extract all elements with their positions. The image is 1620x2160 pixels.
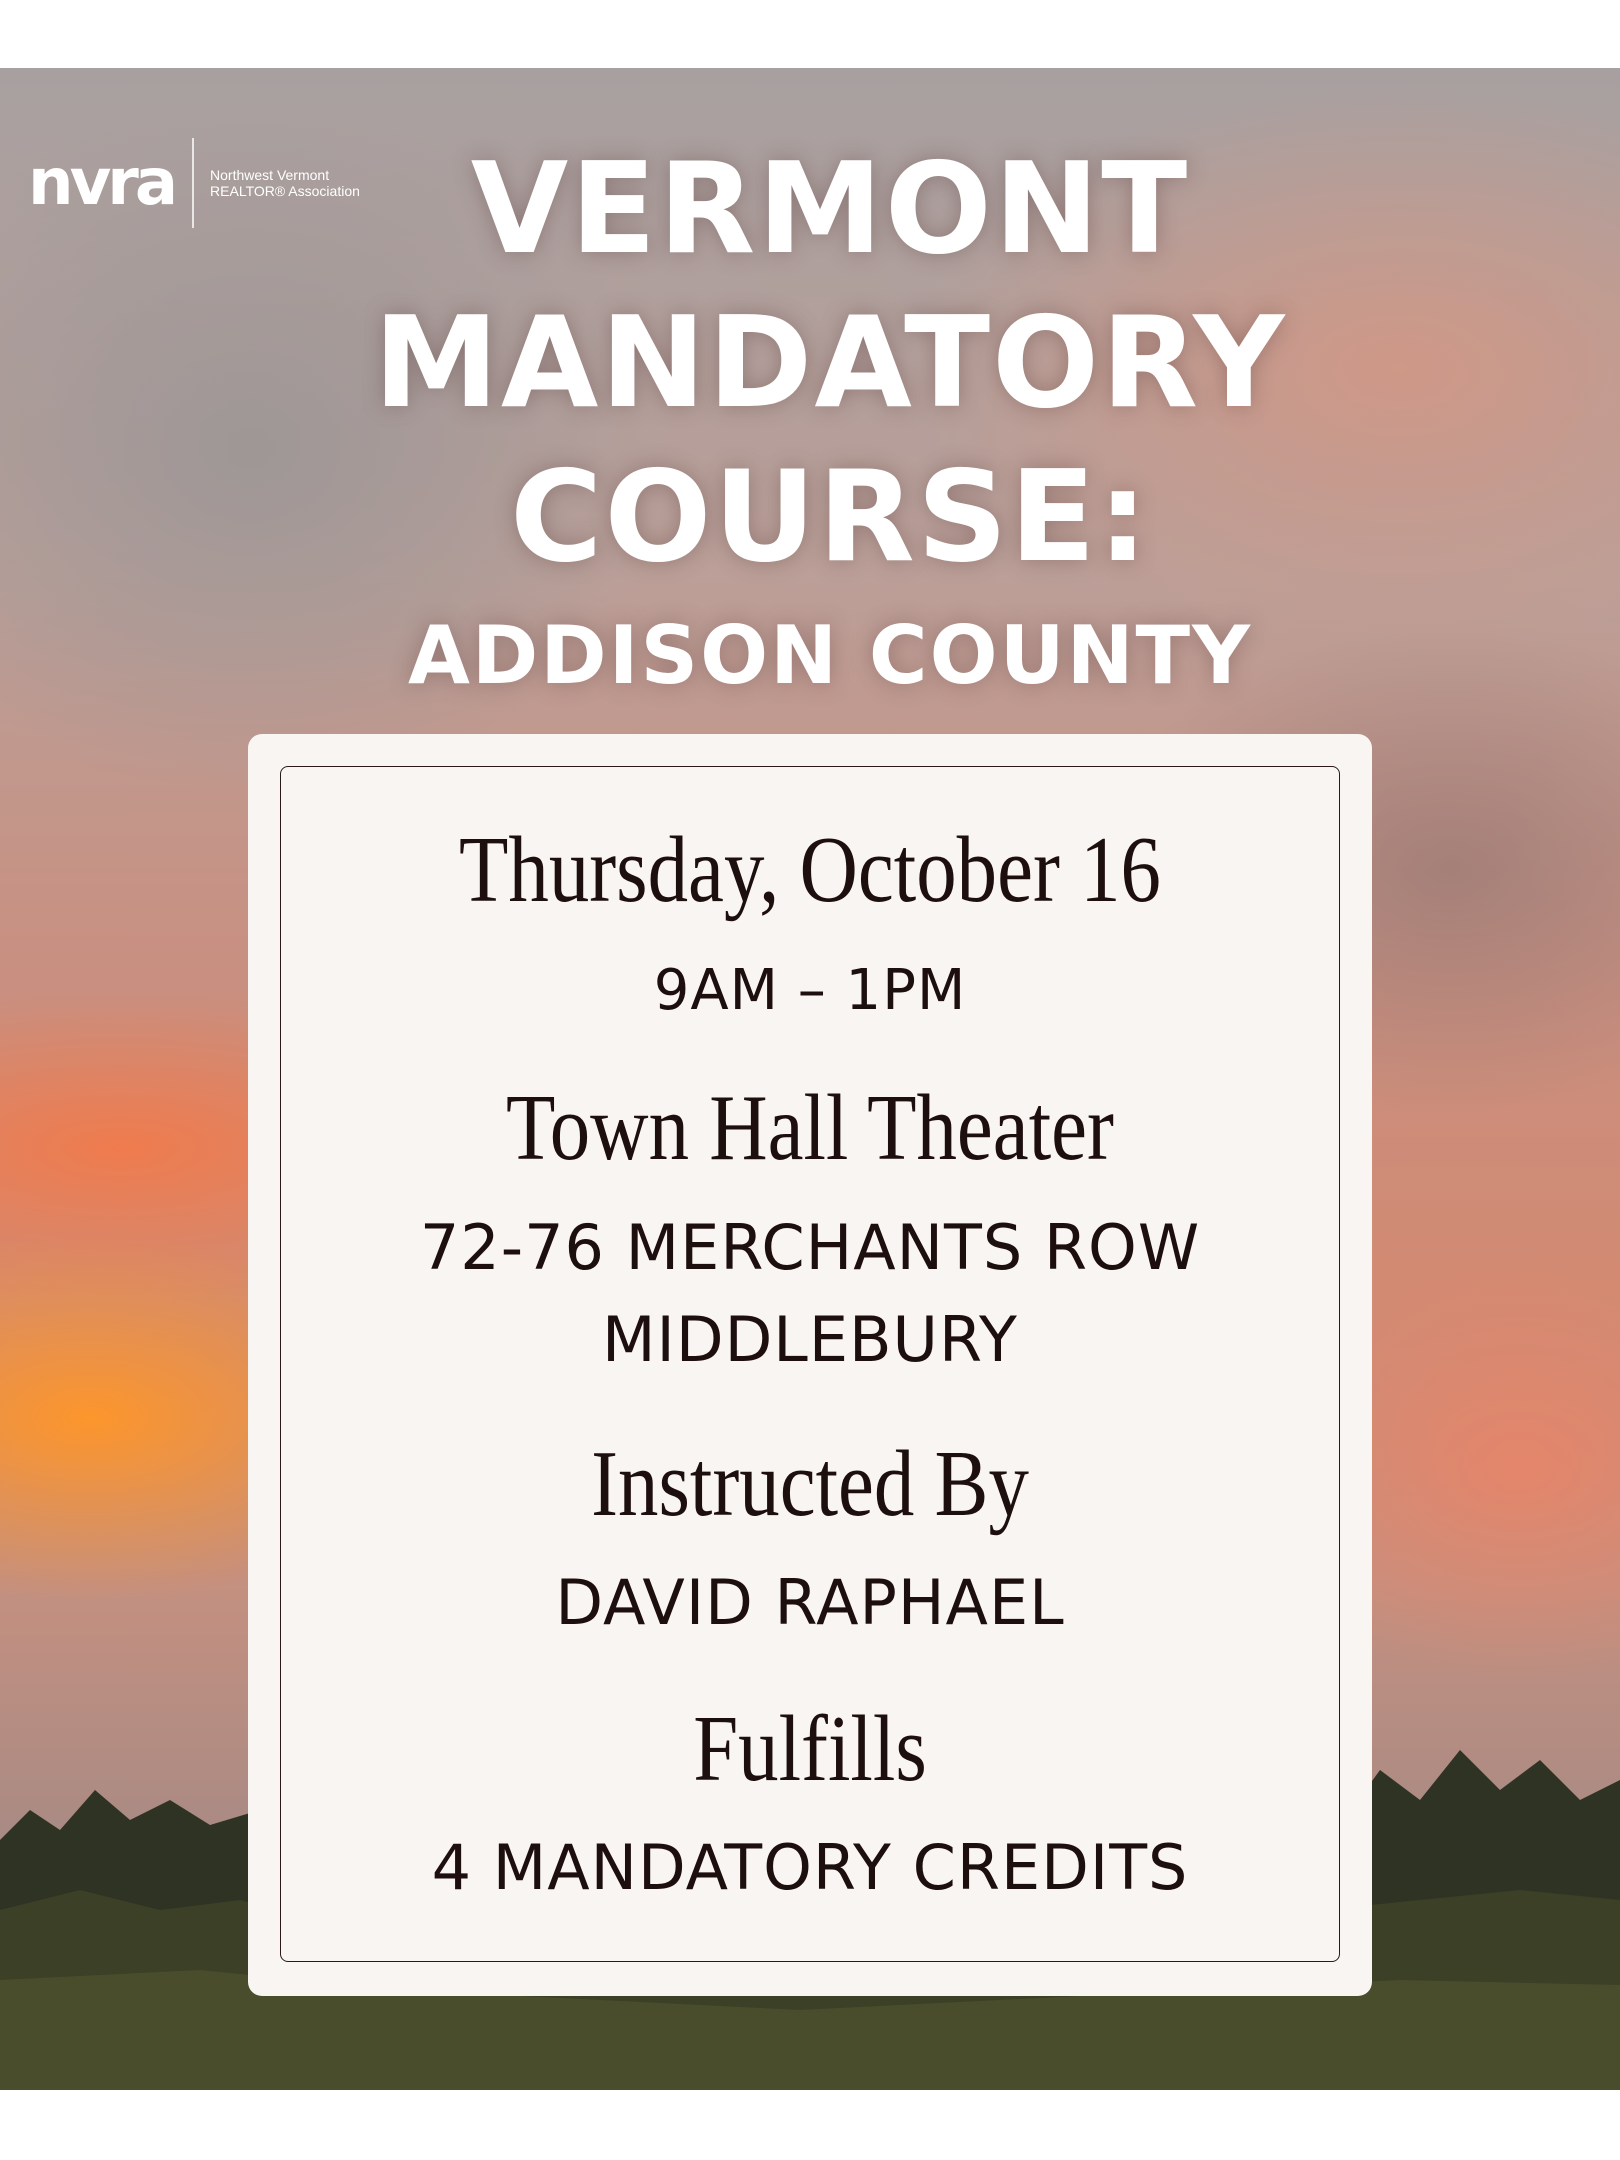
poster-background: [0, 68, 1620, 2090]
logo-line-1: Northwest Vermont: [210, 166, 330, 183]
title-subtitle: ADDISON COUNTY: [407, 609, 1253, 702]
address-line-1: 72-76 MERCHANTS ROW: [419, 1211, 1201, 1284]
event-details-card: [248, 734, 1372, 1996]
event-date: Thursday, October 16: [459, 818, 1161, 922]
event-time: 9AM – 1PM: [653, 958, 967, 1023]
event-venue: Town Hall Theater: [506, 1076, 1114, 1180]
credits-heading: Fulfills: [693, 1697, 927, 1801]
instructor-heading: Instructed By: [591, 1432, 1029, 1536]
title-line-1: VERMONT: [470, 135, 1190, 282]
logo-line-2: REALTOR® Association: [210, 183, 360, 199]
title-line-2: MANDATORY: [373, 289, 1287, 436]
instructor-name: DAVID RAPHAEL: [555, 1566, 1065, 1639]
card-border: [280, 766, 1340, 1962]
credits-value: 4 MANDATORY CREDITS: [431, 1831, 1189, 1904]
address-line-2: MIDDLEBURY: [602, 1303, 1018, 1376]
title-line-3: COURSE:: [509, 443, 1151, 590]
logo-mark: nvra: [28, 146, 175, 220]
